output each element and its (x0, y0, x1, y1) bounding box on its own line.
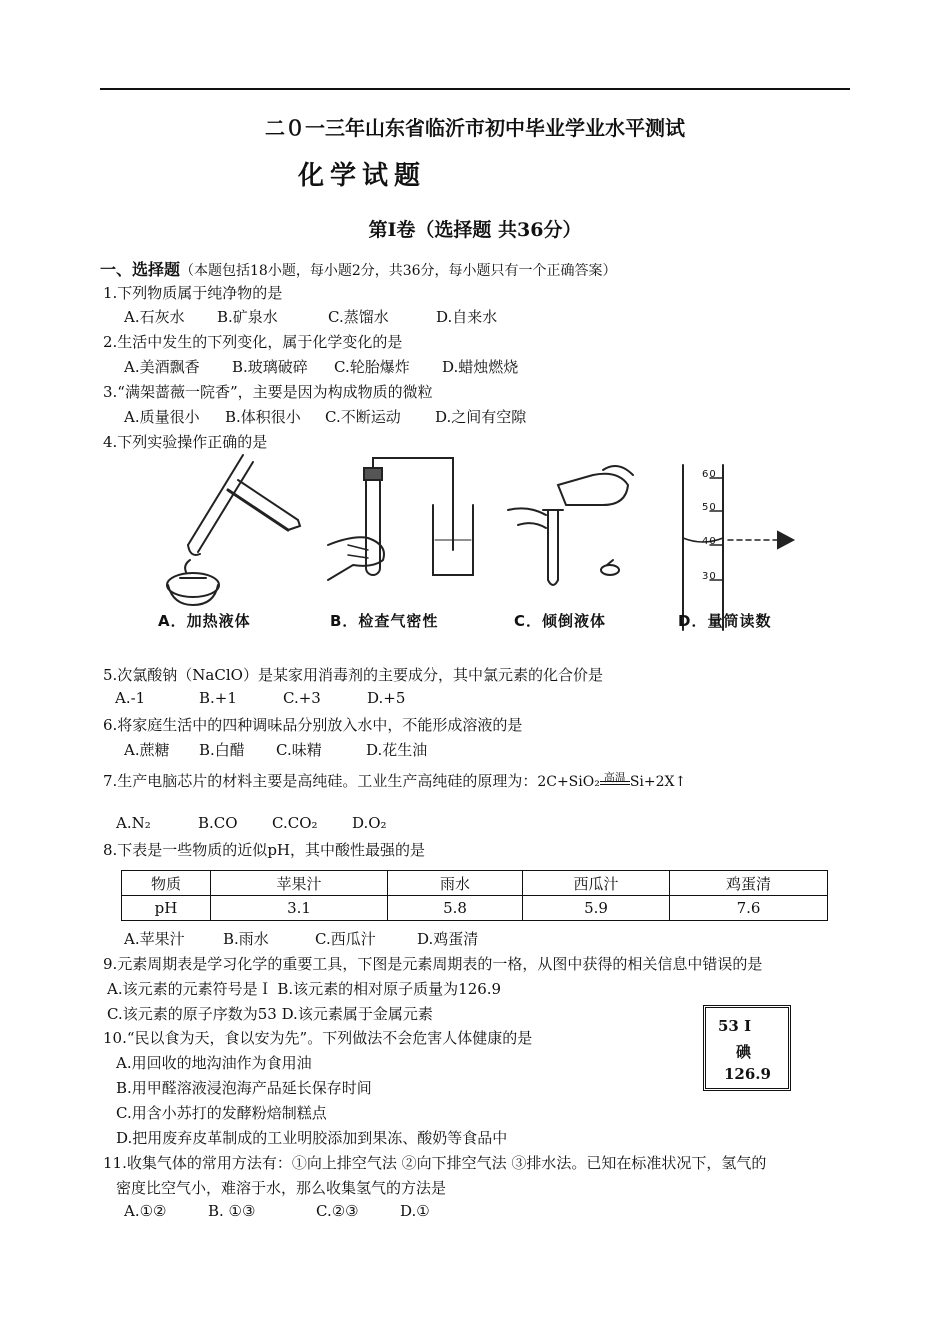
exam-title: 二０一三年山东省临沂市初中毕业学业水平测试 (265, 116, 685, 140)
figure-label-c: C．倾倒液体 (514, 612, 607, 630)
q7-option-c: C.CO₂ (272, 814, 318, 832)
ph-table (121, 870, 828, 921)
q7-stem: 7.生产电脑芯片的材料主要是高纯硅。工业生产高纯硅的原理为： (103, 772, 538, 790)
airtightness-drawing (328, 458, 473, 580)
top-rule (100, 88, 850, 90)
lab-operations-figure (148, 450, 808, 640)
heating-liquid-drawing (167, 455, 300, 605)
q10-option-b: B.用甲醛溶液浸泡海产品延长保存时间 (116, 1079, 372, 1097)
subject-title: 化学试题 (298, 161, 427, 191)
q1-option-b: B.矿泉水 (217, 308, 278, 326)
q1-options (124, 306, 497, 327)
q2-option-c: C.轮胎爆炸 (334, 358, 410, 376)
pouring-liquid-drawing (508, 466, 633, 585)
q6-stem: 6.将家庭生活中的四种调味品分别放入水中，不能形成溶液的是 (103, 716, 523, 734)
q6-option-b: B.白醋 (199, 741, 245, 759)
q10-option-a: A.用回收的地沟油作为食用油 (116, 1054, 312, 1072)
q9-stem: 9.元素周期表是学习化学的重要工具，下图是元素周期表的一格，从图中获得的相关信息中错误的是 (103, 955, 763, 973)
q6-option-a: A.蔗糖 (124, 741, 170, 759)
section-title: 第Ⅰ卷（选择题 共36分） (368, 219, 582, 241)
q11-options (124, 1202, 430, 1220)
q5-option-c: C.+3 (283, 689, 321, 707)
part1-heading-line (100, 257, 617, 280)
equation-condition-arrow (600, 771, 630, 791)
q1-option-a: A.石灰水 (124, 308, 185, 326)
q11-option-c: C.②③ (316, 1202, 359, 1220)
q5-option-b: B.+1 (199, 689, 237, 707)
part1-note: （本题包括18小题，每小题2分，共36分，每小题只有一个正确答案） (180, 263, 617, 279)
q2-option-d: D.蜡烛燃烧 (442, 358, 519, 376)
q7-options (116, 814, 387, 832)
q5-stem: 5.次氯酸钠（NaClO）是某家用消毒剂的主要成分，其中氯元素的化合价是 (103, 666, 603, 684)
q2-options (124, 356, 518, 377)
q10-option-d: D.把用废弃皮革制成的工业明胶添加到果冻、酸奶等食品中 (116, 1129, 508, 1147)
table-cell: 3.1 (211, 896, 388, 921)
figure-label-a: A．加热液体 (158, 612, 251, 630)
q7-equation-condition: 高温 (603, 771, 626, 784)
q11-option-d: D.① (400, 1202, 430, 1220)
q8-option-d: D.鸡蛋清 (417, 930, 479, 948)
q7-option-a: A.N₂ (116, 814, 151, 832)
table-header-row (122, 871, 828, 896)
q2-option-b: B.玻璃破碎 (232, 358, 308, 376)
table-cell: 5.9 (523, 896, 670, 921)
q3-options (124, 406, 526, 427)
q8-options (124, 928, 478, 949)
table-cell: 雨水 (388, 871, 523, 896)
q8-option-a: A.苹果汁 (124, 930, 185, 948)
q10-option-c: C.用含小苏打的发酵粉焙制糕点 (116, 1104, 327, 1122)
q10-stem: 10.“民以食为天，食以安为先”。下列做法不会危害人体健康的是 (103, 1029, 533, 1047)
table-cell: pH (122, 896, 211, 921)
q1-stem: 1.下列物质属于纯净物的是 (103, 284, 283, 302)
q4-stem: 4.下列实验操作正确的是 (103, 433, 268, 451)
cylinder-tick-50: 50 (702, 502, 717, 513)
q11-option-b: B. ①③ (208, 1202, 256, 1220)
q3-option-a: A.质量很小 (124, 408, 200, 426)
table-cell: 鸡蛋清 (670, 871, 828, 896)
figure-label-d: D．量筒读数 (678, 612, 772, 630)
cylinder-tick-60: 60 (702, 469, 717, 480)
q7-option-d: D.O₂ (352, 814, 387, 832)
figure-label-b: B．检查气密性 (330, 612, 439, 630)
cylinder-tick-30: 30 (702, 571, 717, 582)
q3-option-d: D.之间有空隙 (435, 408, 527, 426)
element-number-symbol: 53 I (718, 1017, 752, 1035)
q6-option-d: D.花生油 (366, 741, 428, 759)
q7-option-b: B.CO (198, 814, 238, 832)
table-row (122, 896, 828, 921)
q7-equation-right: Si+2X↑ (629, 774, 687, 790)
q11-option-a: A.①② (124, 1202, 167, 1220)
table-cell: 7.6 (670, 896, 828, 921)
cylinder-reading-drawing (683, 465, 793, 630)
q3-option-c: C.不断运动 (325, 408, 401, 426)
q3-stem: 3.“满架蔷薇一院香”，主要是因为构成物质的微粒 (103, 383, 433, 401)
q7-stem-line (103, 770, 686, 791)
q2-stem: 2.生活中发生的下列变化，属于化学变化的是 (103, 333, 403, 351)
q8-option-b: B.雨水 (223, 930, 269, 948)
q1-option-d: D.自来水 (436, 308, 498, 326)
q5-options (115, 689, 405, 707)
table-cell: 5.8 (388, 896, 523, 921)
q9-options-line2: C.该元素的原子序数为53 D.该元素属于金属元素 (107, 1005, 433, 1023)
q9-options-line1: A.该元素的元素符号是Ｉ B.该元素的相对原子质量为126.9 (107, 980, 502, 998)
q6-options (124, 739, 427, 760)
q7-equation-left: 2C+SiO₂ (537, 774, 600, 790)
q3-option-b: B.体积很小 (225, 408, 301, 426)
q6-option-c: C.味精 (276, 741, 322, 759)
q5-option-a: A.-1 (115, 689, 146, 707)
table-cell: 苹果汁 (211, 871, 388, 896)
periodic-table-cell (703, 1005, 791, 1091)
q1-option-c: C.蒸馏水 (328, 308, 389, 326)
table-cell: 西瓜汁 (523, 871, 670, 896)
q8-option-c: C.西瓜汁 (315, 930, 376, 948)
element-mass: 126.9 (724, 1065, 771, 1083)
q8-stem: 8.下表是一些物质的近似pH，其中酸性最强的是 (103, 841, 425, 859)
q2-option-a: A.美酒飘香 (124, 358, 200, 376)
cylinder-tick-40: 40 (702, 536, 717, 547)
q11-stem: 11.收集气体的常用方法有：①向上排空气法 ②向下排空气法 ③排水法。已知在标准状况下，氢气的 (103, 1154, 767, 1172)
q11-stem-continued: 密度比空气小，难溶于水，那么收集氢气的方法是 (116, 1179, 447, 1197)
part1-heading: 一、选择题 (100, 260, 181, 279)
table-cell: 物质 (122, 871, 211, 896)
element-name: 碘 (736, 1043, 752, 1061)
q5-option-d: D.+5 (367, 689, 406, 707)
